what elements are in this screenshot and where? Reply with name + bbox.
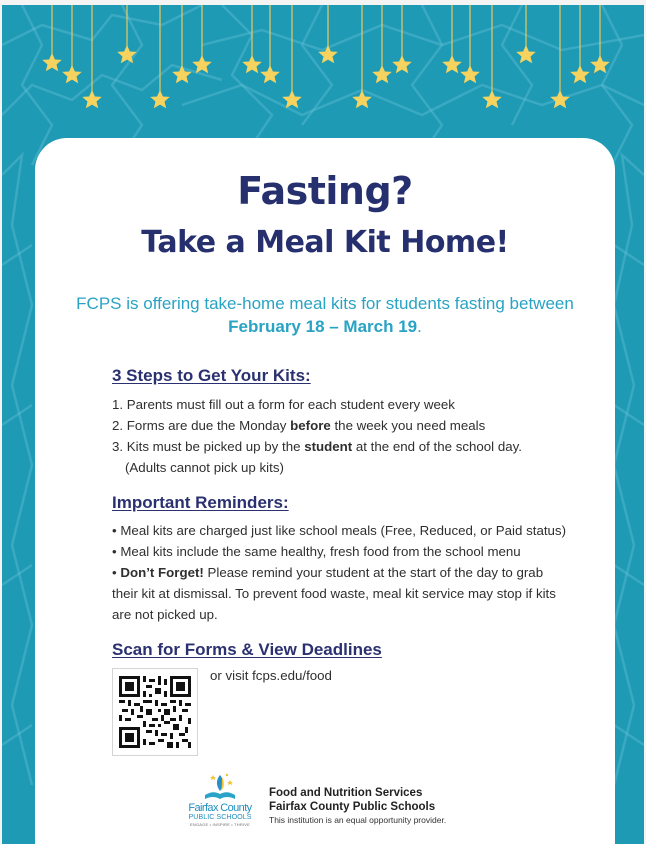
- scan-heading: Scan for Forms & View Deadlines: [112, 640, 382, 659]
- step-number: 2.: [112, 418, 124, 433]
- steps-list: [112, 394, 592, 478]
- reminder-continuation: their kit at dismissal. To prevent food waste, meal kit service may stop if kits: [112, 586, 556, 601]
- reminder-continuation: are not picked up.: [112, 607, 218, 622]
- bullet-icon: •: [112, 544, 117, 559]
- footer-text: [269, 786, 446, 826]
- step-text: Kits must be picked up by the: [126, 439, 305, 454]
- step-text: the week you need meals: [330, 418, 486, 433]
- bullet-icon: •: [112, 565, 117, 580]
- intro-text-before: FCPS is offering take-home meal kits for students fasting between: [76, 294, 574, 313]
- intro-text: [55, 292, 595, 338]
- reminder-text: Please remind your student at the start of the day to grab: [203, 565, 544, 580]
- reminder-text: Meal kits are charged just like school meals (Free, Reduced, or Paid status): [120, 523, 566, 538]
- content-card: [35, 138, 615, 844]
- logo-subtitle: PUBLIC SCHOOLS: [188, 812, 252, 821]
- step-text-bold: before: [290, 418, 331, 433]
- reminder-item: [112, 520, 602, 541]
- torch-book-logo-icon: [175, 771, 265, 803]
- bullet-icon: •: [112, 523, 117, 538]
- step-number: 1.: [112, 397, 124, 412]
- fcps-logo: [175, 771, 265, 831]
- page-subtitle-heading: Take a Meal Kit Home!: [141, 225, 509, 260]
- page-title: Fasting?: [237, 169, 413, 213]
- step-item: [112, 436, 592, 457]
- qr-code-icon: [119, 676, 191, 748]
- qr-code[interactable]: [112, 668, 198, 756]
- step-text: at the end of the school day.: [352, 439, 522, 454]
- logo-tagline: ENGAGE • INSPIRE • THRIVE: [190, 822, 250, 827]
- step-text-bold: student: [304, 439, 353, 454]
- step-text: Forms are due the Monday: [126, 418, 291, 433]
- reminder-item: [112, 541, 602, 562]
- reminders-heading: Important Reminders:: [112, 493, 289, 512]
- steps-heading: 3 Steps to Get Your Kits:: [112, 366, 311, 385]
- intro-text-after: .: [417, 317, 422, 336]
- step-item: [112, 394, 592, 415]
- footer-disclaimer: This institution is an equal opportunity provider.: [269, 815, 447, 825]
- reminder-text-bold: Don’t Forget!: [120, 565, 204, 580]
- reminders-list: [112, 520, 602, 625]
- footer-organization: Fairfax County Public Schools: [269, 801, 436, 813]
- flyer: [2, 5, 644, 844]
- hanging-stars-decoration: [2, 5, 644, 115]
- reminder-item: [112, 562, 602, 583]
- reminder-text: Meal kits include the same healthy, fresh food from the school menu: [120, 544, 521, 559]
- step-number: 3.: [112, 439, 124, 454]
- step-note: (Adults cannot pick up kits): [125, 460, 284, 475]
- logo-name: Fairfax County: [188, 802, 252, 814]
- step-text: Parents must fill out a form for each student every week: [126, 397, 455, 412]
- intro-dates: February 18 – March 19: [228, 317, 418, 336]
- step-item: [112, 415, 592, 436]
- footer-department: Food and Nutrition Services: [269, 787, 423, 799]
- visit-link-text[interactable]: or visit fcps.edu/food: [210, 668, 332, 683]
